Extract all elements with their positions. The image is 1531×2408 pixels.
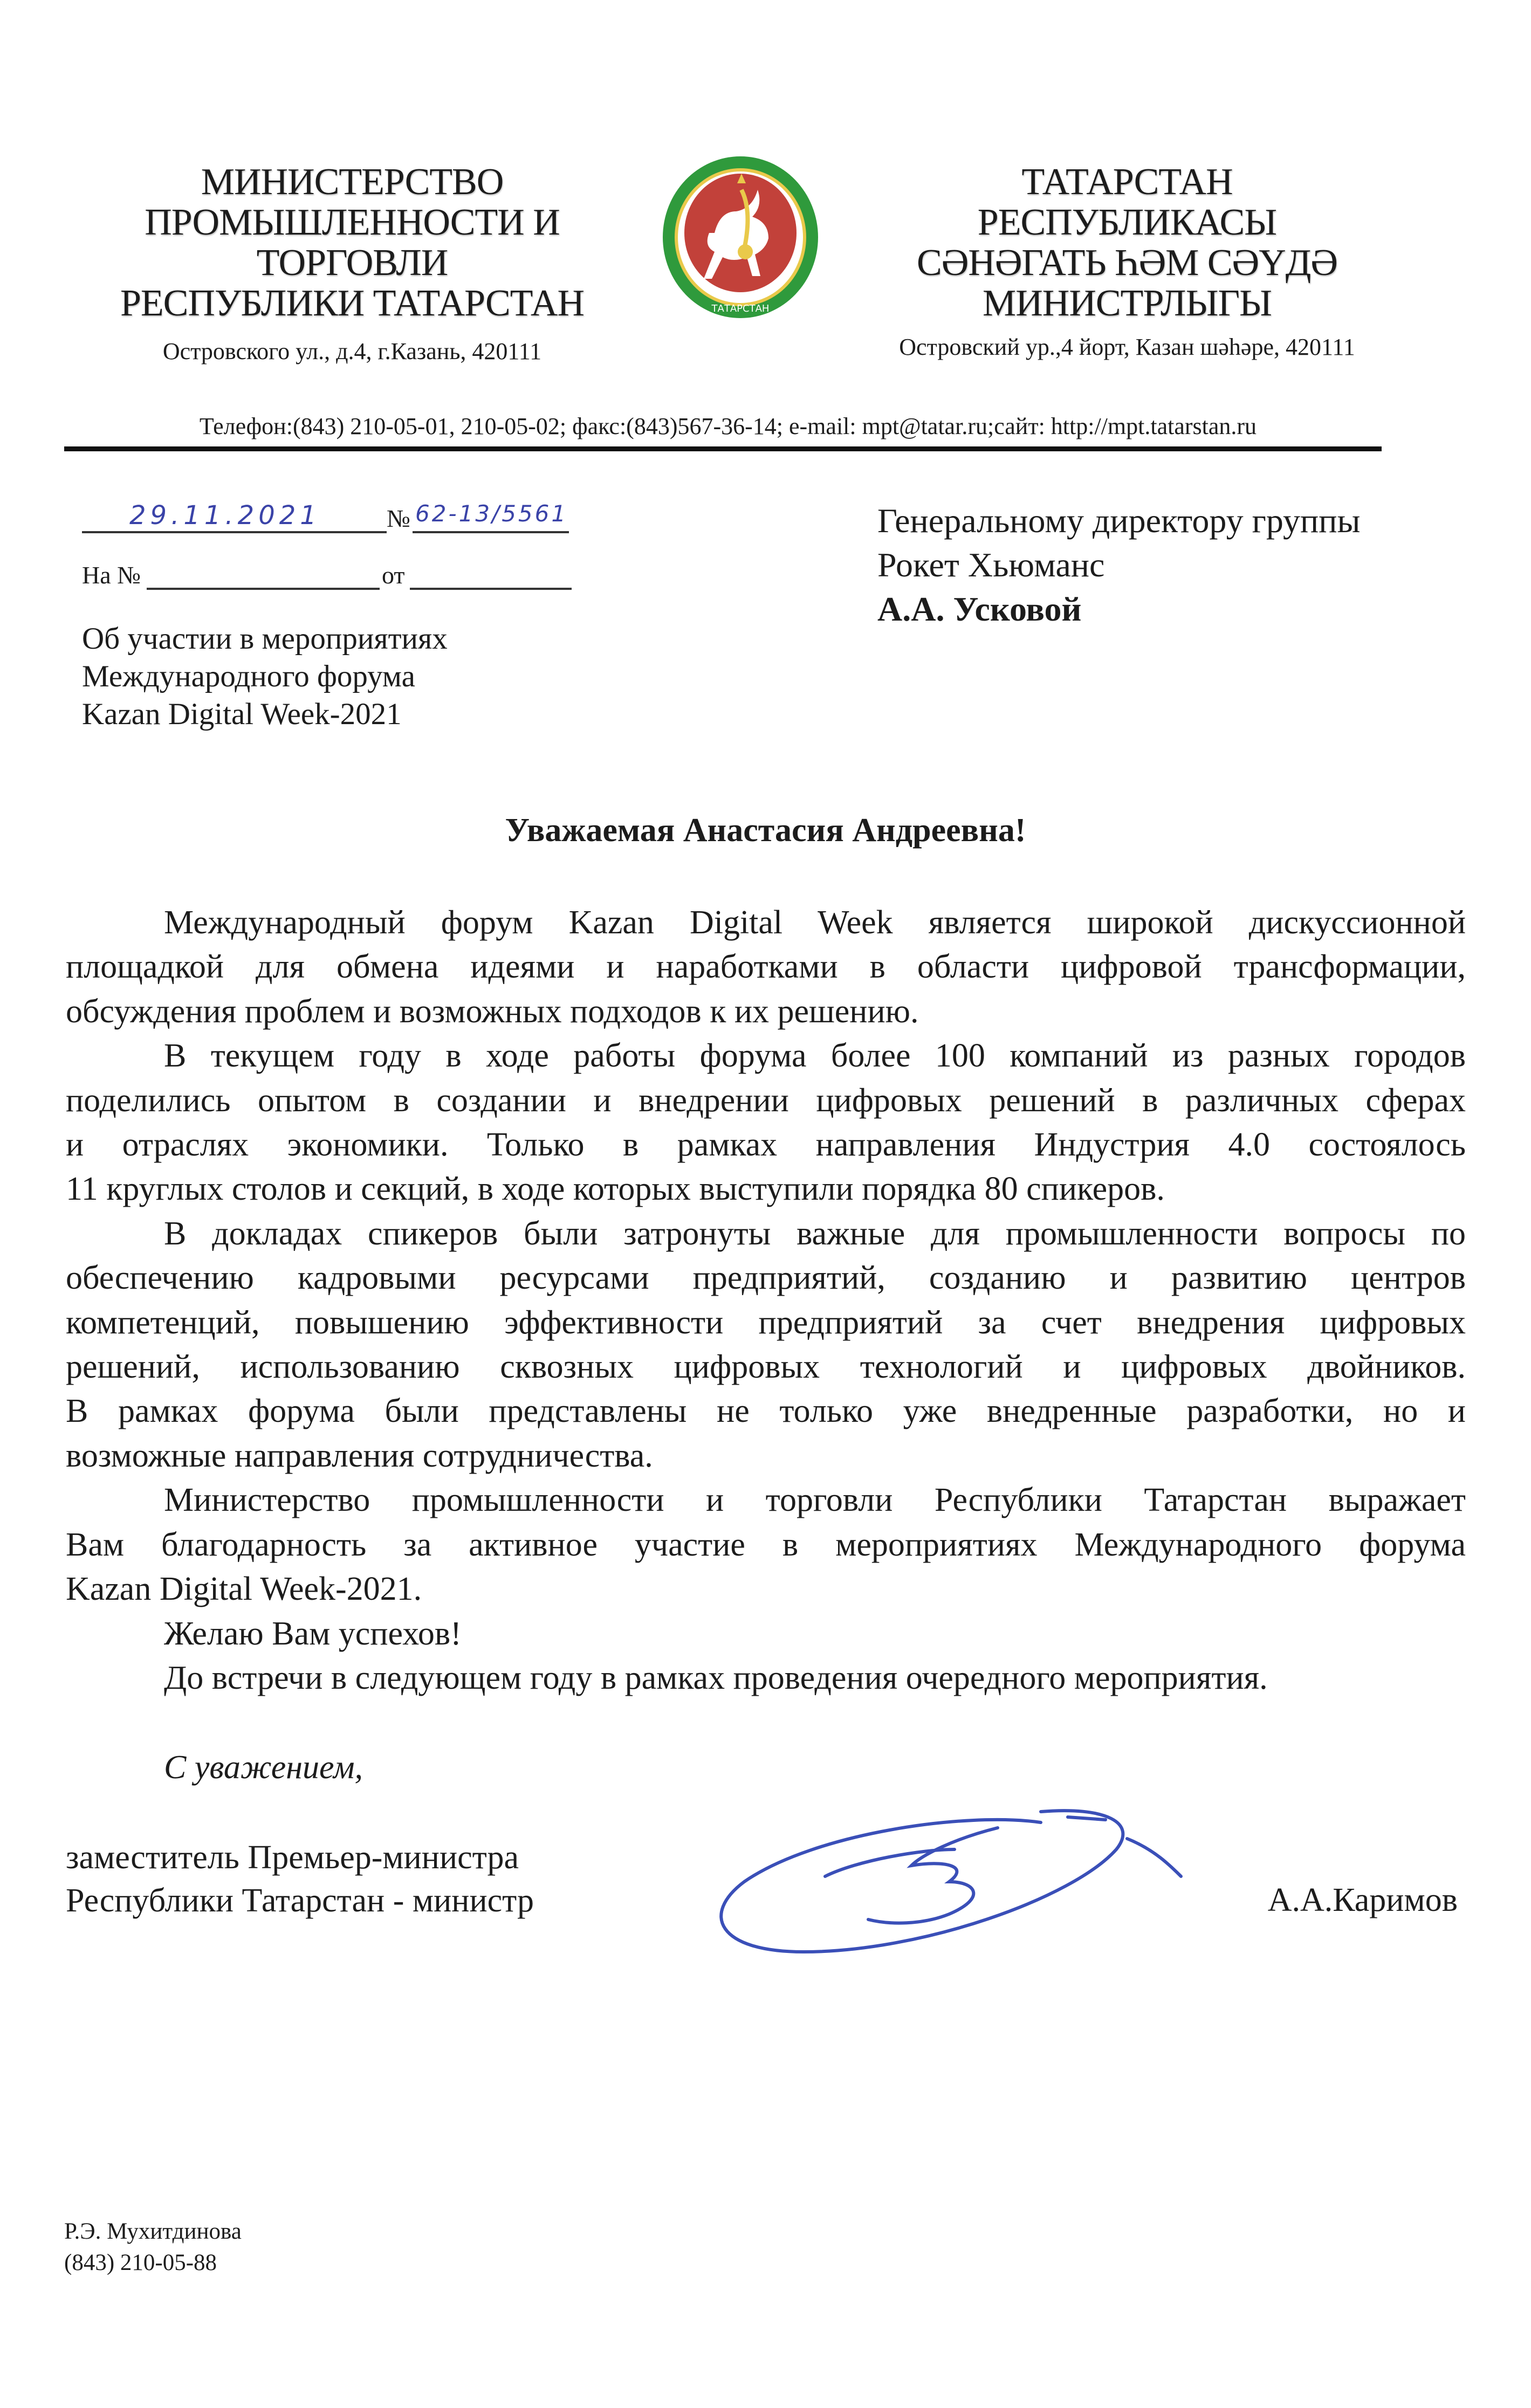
registration-date: 29.11.2021 [129,500,321,531]
body-line: компетенций, повышению эффективности предприятий за счет внедрения цифровых [66,1304,1466,1341]
body-line: обеспечению кадровыми ресурсами предприятий, созданию и развитию центров [66,1260,1466,1297]
number-underline [413,531,569,533]
header-line: СӘНӘГАТЬ ҺӘМ СӘҮДӘ [917,242,1337,284]
body-line: До встречи в следующем году в рамках проведения очередного мероприятия. [164,1659,1268,1696]
body-line: 11 круглых столов и секций, в ходе которых выступили порядка 80 спикеров. [66,1171,1165,1208]
position-line: Республики Татарстан - министр [66,1882,534,1919]
paragraph [66,1034,1466,1212]
subject-line: Kazan Digital Week-2021 [82,697,402,731]
header-line: МИНИСТРЛЫГЫ [982,283,1272,324]
body-line: решений, использованию сквозных цифровых технологий и цифровых двойников. [66,1349,1466,1386]
body-line: В текущем году в ходе работы форума более 100 компаний из разных городов [164,1037,1466,1075]
body-line: возможные направления сотрудничества. [66,1437,653,1474]
addressee-position: Генеральному директору группы [877,501,1361,540]
ministry-address-tatar: Островский ур.,4 йорт, Казан шәһәре, 420111 [899,334,1355,360]
body-line: площадкой для обмена идеями и наработками в области цифровой трансформации, [66,948,1466,986]
executor-name: Р.Э. Мухитдинова [64,2219,242,2244]
letter-body [66,900,1466,1700]
position-line: заместитель Премьер-министра [66,1839,519,1876]
contact-line: Телефон:(843) 210-05-01, 210-05-02; факс:(843)567-36-14; e-mail: mpt@tatar.ru;сайт: http://mpt.tatarstan.ru [199,413,1257,439]
signatory-name: А.А.Каримов [1267,1882,1458,1918]
signatory-position [66,1836,534,1922]
date-underline [82,531,387,533]
body-line: Вам благодарность за активное участие в мероприятиях Международного форума [66,1526,1466,1563]
paragraph [66,1656,1466,1700]
handwritten-signature [696,1790,1203,1968]
body-line: Международный форум Kazan Digital Week является широкой дискуссионной [164,904,1466,941]
subject-line: Об участии в мероприятиях [82,622,448,656]
executor-info [64,2216,242,2279]
body-line: обсуждения проблем и возможных подходов к их решению. [66,993,919,1030]
addressee [877,499,1360,631]
addressee-company: Рокет Хьюманс [877,546,1105,584]
body-line: и отраслях экономики. Только в рамках направления Индустрия 4.0 состоялось [66,1126,1466,1164]
reply-from-underline [410,588,572,590]
ministry-name-russian [83,162,622,324]
body-line: В докладах спикеров были затронуты важные для промышленности вопросы по [164,1215,1466,1252]
body-line: Министерство промышленности и торговли Республики Татарстан выражает [164,1482,1466,1519]
body-line: Желаю Вам успехов! [164,1615,462,1652]
header-divider [64,446,1382,451]
reply-number-underline [147,588,380,590]
reply-from-label: от [382,561,405,589]
header-line: ТОРГОВЛИ [256,242,448,284]
registration-number: 62-13/5561 [415,500,568,527]
body-line: В рамках форума были представлены не только уже внедренные разработки, но и [66,1393,1466,1430]
paragraph [66,1212,1466,1478]
header-line: РЕСПУБЛИКИ ТАТАРСТАН [120,283,585,324]
svg-text:ТАТАРСТАН: ТАТАРСТАН [711,303,770,314]
ministry-name-tatar [857,162,1397,324]
body-line: Kazan Digital Week-2021. [66,1571,422,1608]
number-label: № [387,505,410,532]
addressee-name: А.А. Усковой [877,590,1082,628]
paragraph [66,900,1466,1034]
header-line: МИНИСТЕРСТВО [201,161,504,203]
paragraph [66,1478,1466,1611]
body-line: поделились опытом в создании и внедрении цифровых решений в различных сферах [66,1082,1466,1119]
closing: С уважением, [164,1749,363,1786]
letter-subject [82,620,448,733]
header-line: РЕСПУБЛИКАСЫ [977,202,1277,243]
reply-number-label: На № [82,561,141,589]
paragraph [66,1612,1466,1656]
subject-line: Международного форума [82,659,415,693]
tatarstan-emblem [661,152,820,326]
header-line: ПРОМЫШЛЕННОСТИ И [145,202,560,243]
salutation: Уважаемая Анастасия Андреевна! [505,812,1026,849]
ministry-address-russian: Островского ул., д.4, г.Казань, 420111 [162,338,542,364]
executor-phone: (843) 210-05-88 [64,2250,217,2275]
header-line: ТАТАРСТАН [1021,161,1233,203]
